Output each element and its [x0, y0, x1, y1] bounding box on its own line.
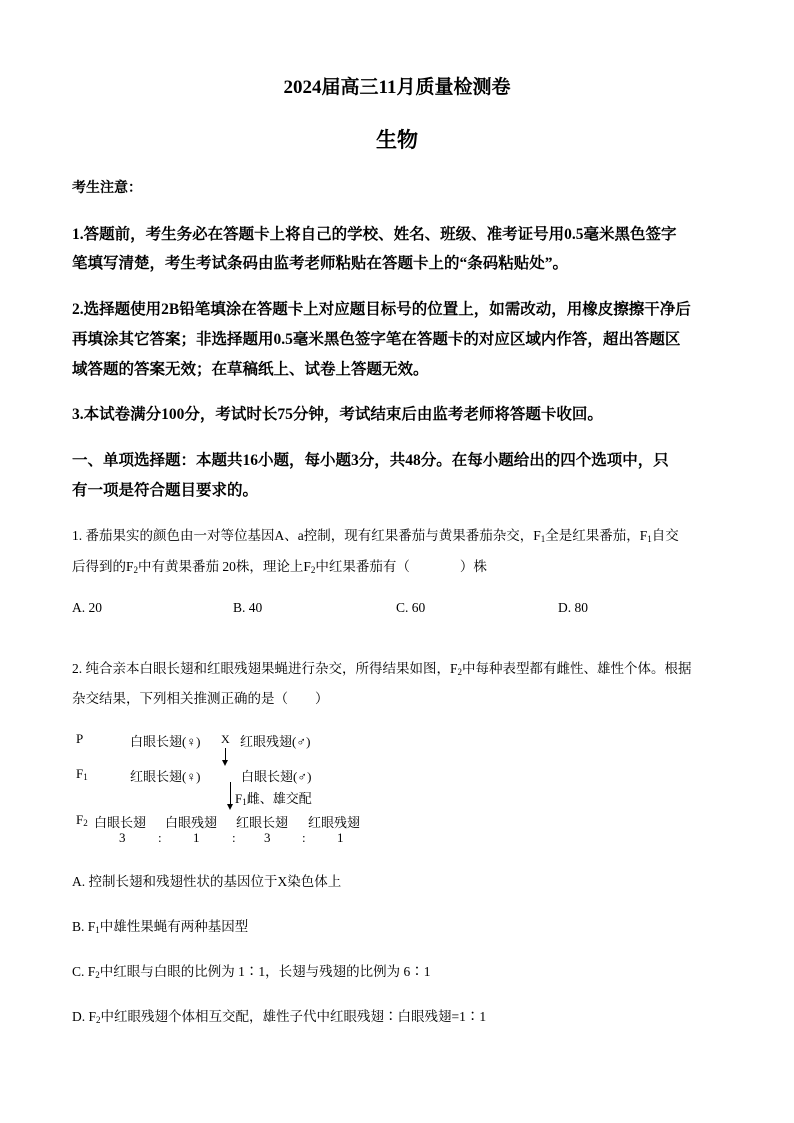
q1-option-d: D. 80 — [558, 600, 588, 615]
subject-title: 生物 — [376, 128, 418, 152]
notice-item1-line2: 笔填写清楚，考生考试条码由监考老师粘贴在答题卡上的“条码粘贴处”。 — [72, 255, 569, 272]
arrow-p-to-f1-head — [222, 760, 228, 766]
p-generation-label: P — [76, 731, 84, 746]
f2-phenotype-3: 红眼长翅 — [236, 815, 289, 830]
p-female-phenotype: 白眼长翅(♀) — [130, 734, 201, 749]
q2-option-a: A. 控制长翅和残翅性状的基因位于X染色体上 — [72, 874, 342, 889]
f2-phenotype-2: 白眼残翅 — [165, 815, 218, 830]
q1-line1: 1. 番茄果实的颜色由一对等位基因A、a控制，现有红果番茄与黄果番茄杂交，$F_1$全是红果番茄，$F_1$自交 — [72, 528, 679, 544]
p-male-phenotype: 红眼残翅(♂) — [240, 734, 311, 749]
exam-title: 2024届高三11月质量检测卷 — [283, 77, 511, 98]
ratio-separator-3: : — [302, 830, 306, 845]
notice-item2-line1: 2.选择题使用2B铅笔填涂在答题卡上对应题目标号的位置上，如需改动，用橡皮擦擦干净后 — [72, 301, 691, 318]
arrow-f1-to-f2-head — [227, 804, 233, 810]
notice-item2-line2: 再填涂其它答案；非选择题用0.5毫米黑色签字笔在答题卡的对应区域内作答，超出答题区 — [72, 331, 681, 348]
f2-phenotype-1: 白眼长翅 — [94, 815, 147, 830]
notice-heading: 考生注意： — [72, 181, 142, 196]
f1-generation-label: $F_1$ — [76, 766, 88, 782]
ratio-separator-2: : — [232, 830, 236, 845]
q1-option-c: C. 60 — [396, 600, 426, 615]
q2-option-c: C. $F_2$中红眼与白眼的比例为 1∶1，长翅与残翅的比例为 6∶1 — [72, 964, 431, 980]
ratio-value-3: 3 — [264, 830, 271, 845]
q2-option-b: B. $F_1$中雄性果蝇有两种基因型 — [72, 919, 249, 935]
q2-line2: 杂交结果，下列相关推测正确的是（ ） — [72, 691, 329, 706]
q2-option-d: D. $F_2$中红眼残翅个体相互交配，雄性子代中红眼残翅∶白眼残翅=1∶1 — [72, 1009, 487, 1025]
q1-option-b: B. 40 — [233, 600, 263, 615]
cross-symbol: X — [221, 732, 230, 746]
q1-option-a: A. 20 — [72, 600, 102, 615]
section1-line1: 一、单项选择题：本题共16小题，每小题3分，共48分。在每小题给出的四个选项中，只 — [72, 452, 669, 469]
arrow-f1-to-f2 — [230, 782, 231, 806]
notice-item3: 3.本试卷满分100分，考试时长75分钟，考试结束后由监考老师将答题卡收回。 — [72, 406, 603, 423]
section1-line2: 有一项是符合题目要求的。 — [72, 482, 259, 499]
f1-female-phenotype: 红眼长翅(♀) — [130, 769, 201, 784]
notice-item1-line1: 1.答题前，考生务必在答题卡上将自己的学校、姓名、班级、准考证号用0.5毫米黑色签字 — [72, 226, 677, 243]
ratio-value-2: 1 — [193, 830, 200, 845]
notice-item2-line3: 域答题的答案无效；在草稿纸上、试卷上答题无效。 — [72, 361, 429, 378]
q1-line2: 后得到的$F_2$中有黄果番茄 20株，理论上$F_2$中红果番茄有（ ）株 — [72, 559, 487, 575]
ratio-value-4: 1 — [337, 830, 344, 845]
f2-generation-label: $F_2$ — [76, 812, 88, 828]
ratio-separator-1: : — [158, 830, 162, 845]
ratio-value-1: 3 — [119, 830, 126, 845]
f1-male-phenotype: 白眼长翅(♂) — [241, 769, 312, 784]
q2-line1: 2. 纯合亲本白眼长翅和红眼残翅果蝇进行杂交，所得结果如图，$F_2$中每种表型都有雌性、雄性个体。根据 — [72, 661, 692, 677]
f1-mating-label: $F_1$雌、雄交配 — [235, 791, 312, 807]
f2-phenotype-4: 红眼残翅 — [308, 815, 361, 830]
